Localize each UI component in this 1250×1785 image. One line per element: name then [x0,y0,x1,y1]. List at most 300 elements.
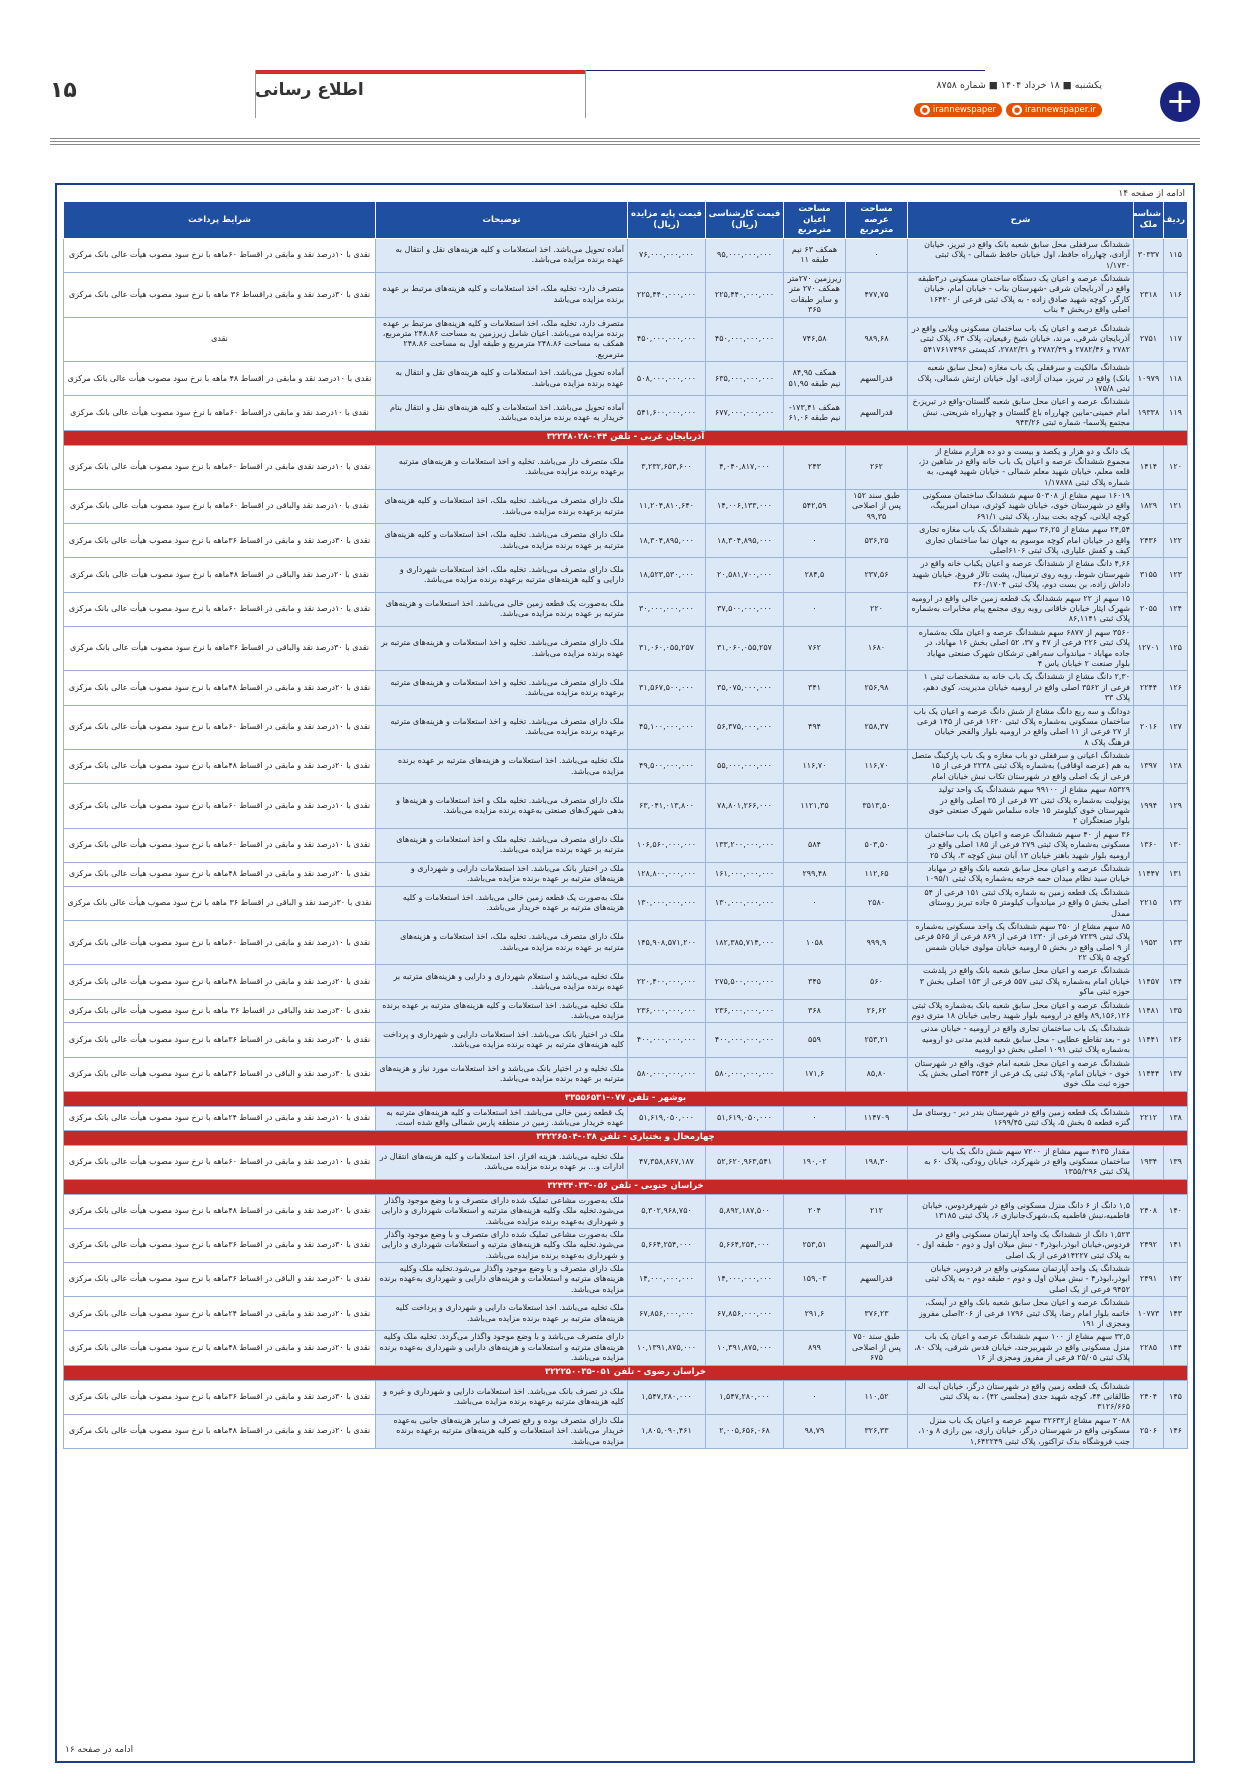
base-price: ۴۰۰,۰۰۰,۰۰۰,۰۰۰ [628,1023,706,1057]
divider [585,70,586,118]
col-header: شناسه ملک [1134,202,1164,239]
building-area: ۳۴۱ [784,671,846,705]
description: ششدانگ عرصه و اعیان محل سابق شعبه بانک واقع در مهاباد خیابان سید نظام میدان حمه خرجه به‌شماره پلاک ثبتی ۱۰۹۵/۱ [908,862,1134,886]
notes: ملک متصرف دار می‌باشد. تخلیه و اخذ استعلامات و هزینه‌های مترتبه برعهده برنده مزایده می‌باشد. [376,445,628,490]
base-price: ۱۱,۲۰۴,۸۱۰,۶۴۰ [628,490,706,524]
building-area: ۵۴۲,۵۹ [784,490,846,524]
payment-terms: نقدی با ۳۰درصد نقد و الباقی در اقساط ۳۶ماهه با نرخ سود مصوب هیأت عالی بانک مرکزی [64,1057,376,1091]
col-header: ردیف [1164,202,1188,239]
notes: ملک تخلیه می‌باشد. اخذ استعلامات و کلیه هزینه‌های مترتبه بر عهده برنده مزایده می‌باشد. [376,999,628,1023]
table-row [64,1194,1188,1228]
property-id: ۲۲۴۴ [1134,671,1164,705]
row-number: ۱۴۴ [1164,1331,1188,1365]
row-number: ۱۳۹ [1164,1145,1188,1179]
property-id: ۱۹۹۴ [1134,784,1164,829]
appraised-price: ۲,۰۰۵,۶۵۶,۰۶۸ [706,1414,784,1448]
col-header: شرح [908,202,1134,239]
notes: ملک تخلیه و در اختیار بانک می‌باشد و اخذ استعلامات مورد نیاز و هزینه‌های مترتبه بر عهده برنده مزایده می‌باشد. [376,1057,628,1091]
base-price: ۱,۵۴۷,۲۸۰,۰۰۰ [628,1380,706,1414]
appraised-price: ۵۵,۰۰۰,۰۰۰,۰۰۰ [706,750,784,784]
row-number: ۱۲۴ [1164,592,1188,626]
table-row [64,626,1188,671]
payment-terms: نقدی با ۱۰درصد نقد و مابقی در اقساط ۲۴ماهه با نرخ سود مصوب هیأت عالی بانک مرکزی [64,1106,376,1130]
base-price: ۳۱,۰۶۰,۰۵۵,۲۵۷ [628,626,706,671]
property-id: ۱۱۴۴۴ [1134,1057,1164,1091]
appraised-price: ۱۸,۳۰۴,۸۹۵,۰۰۰ [706,524,784,558]
building-area: ۳۶۸ [784,999,846,1023]
notes: یک قطعه زمین خالی می‌باشد. اخذ استعلامات و کلیه هزینه‌های مترتبه به عهده خریدار می‌باشد. زمین در منطقه پارس شمالی واقع شده است. [376,1106,628,1130]
table-row [64,862,1188,886]
description: ۱۵ سهم از ۲۲ سهم ششدانگ یک قطعه زمین خالی واقع در ارومیه شهرک ایثار خیابان خاقانی روبه روی مجتمع پیام مخابرات به‌شماره پلاک ثبتی ۸۶,۱۱۴۱ [908,592,1134,626]
table-row [64,705,1188,750]
table-row [64,238,1188,272]
land-area: ۳۷۶,۲۳ [846,1297,908,1331]
base-price: ۴۹,۵۰۰,۰۰۰,۰۰۰ [628,750,706,784]
site-link[interactable]: ● irannewspaper.ir [1006,103,1102,117]
land-area: ۲۶۲ [846,445,908,490]
appraised-price: ۱۳۰,۰۰۰,۰۰۰,۰۰۰ [706,886,784,920]
notes: ملک دارای متصرف می‌باشد. تخلیه ملک و اخذ استعلامات و هزینه‌ها و بدهی شهرک‌های صنعتی به‌عهده برنده مزایده می‌باشد. [376,784,628,829]
row-number: ۱۲۰ [1164,445,1188,490]
payment-terms: نقدی با ۳۰درصد نقد والباقی در اقساط ۳۶ ماهه با نرخ سود مصوب هیأت عالی بانک مرکزی [64,999,376,1023]
land-area: ۲۱۲ [846,1194,908,1228]
notes: ملک تخلیه می‌باشد و استعلام شهرداری و دارایی و هزینه‌های مترتبه بر عهده برنده مزایده می‌باشد. [376,965,628,999]
land-area: ۰ [846,238,908,272]
payment-terms: نقدی با ۳۰درصد نقد و مابقی در اقساط ۳۶ماهه با نرخ سود مصوب هیأت عالی بانک مرکزی [64,524,376,558]
building-area: ۰ [784,592,846,626]
description: ششدانگ یک باب ساختمان تجاری واقع در ارومیه - خیابان مدنی دو - بعد تقاطع عطایی - محل سابق شعبه قدیم مدنی دو ارومیه به‌شماره پلاک ثبتی ۱۰۹۱ اصلی بخش دو ارومیه [908,1023,1134,1057]
payment-terms: نقدی با ۳۰درصد نقد و الباقی در اقساط ۳۶ماهه با نرخ سود مصوب هیأت عالی بانک مرکزی [64,1263,376,1297]
section-title: اطلاع رسانی [255,80,364,100]
region-title: آذربایجان غربی - تلفن ۰۴۴-۳۲۲۳۸۰۲۸ [64,430,1188,445]
base-price: ۵,۳۰۲,۹۶۸,۷۵۰ [628,1194,706,1228]
page-header [0,0,1250,150]
building-area: ۲۵۳,۵۱ [784,1228,846,1262]
base-price: ۱۸,۵۲۳,۵۳۰,۰۰۰ [628,558,706,592]
base-price: ۱۴۵,۹۰۸,۵۷۱,۲۰۰ [628,920,706,965]
notes: ملک دارای متصرف می‌باشد. تخلیه ملک، اخذ استعلامات شهرداری و دارایی و کلیه هزینه‌های مترتبه برعهده برنده مزایده می‌باشد. [376,558,628,592]
table-row [64,524,1188,558]
land-area: ۲۵۸۰ [846,886,908,920]
description: دودانگ و سه ربع دانگ مشاع از شش دانگ عرصه و اعیان یک باب ساختمان مسکونی به‌شماره پلاک ثبتی ۱۶۲۰ فرعی از ۱۴۵ فرعی از ۲۷ فرعی از ۱۱ اصلی واقع در ارومیه بلوار والفجر خیابان فرهنگ پلاک ۸ [908,705,1134,750]
base-price: ۷۶,۰۰۰,۰۰۰,۰۰۰ [628,238,706,272]
land-area: قدرالسهم [846,362,908,396]
description: ششدانگ عرصه و اعیان محل شعبه امام خوی، واقع در شهرستان خوی - خیابان امام- پلاک ثبتی یک فرعی از ۳۵۴۴ اصلی بخش یک حوزه ثبت ملک خوی [908,1057,1134,1091]
col-header: قیمت کارشناسی (ریال) [706,202,784,239]
description: ششدانگ عرصه و اعیان یک دستگاه ساختمان مسکونی در۳طبقه واقع در آذربایجان شرقی -شهرستان بناب - خیابان امام، خیابان کارگر، کوچه شهید صادق زاده - به پلاک ثبتی فرعی از ۱۶۴۲۰ اصلی واقع دربخش ۴ بناب [908,273,1134,318]
web-icon: ● [1013,106,1021,114]
row-number: ۱۱۹ [1164,396,1188,430]
notes: ملک به‌صورت یک قطعه زمین خالی می‌باشد. اخذ استعلامات و کلیه هزینه‌های مترتبه بر عهده خریدار می‌باشد. [376,886,628,920]
land-area: ۲۶,۶۲ [846,999,908,1023]
row-number: ۱۴۰ [1164,1194,1188,1228]
payment-terms: نقدی [64,317,376,362]
property-id: ۲۴۰۸ [1134,1194,1164,1228]
base-price: ۲۲۵,۴۴۰,۰۰۰,۰۰۰ [628,273,706,318]
building-area: ۱۱۲۱,۳۵ [784,784,846,829]
row-number: ۱۲۹ [1164,784,1188,829]
row-number: ۱۲۳ [1164,558,1188,592]
appraised-price: ۱۰,۳۹۱,۸۷۵,۰۰۰ [706,1331,784,1365]
col-header: مساحت اعیان مترمربع [784,202,846,239]
row-number: ۱۳۷ [1164,1057,1188,1091]
row-number: ۱۲۶ [1164,671,1188,705]
property-id: ۱۴۱۴ [1134,445,1164,490]
description: ۲۴,۵۴ سهم مشاع از ۳۶,۲۵ سهم ششدانگ یک باب مغازه تجاری واقع در خیابان امام کوچه موسوم به جهان نما ساختمان تجاری کیف و کفش علیاری، پلاک ثبتی ۶۱۰۶اصلی [908,524,1134,558]
row-number: ۱۳۲ [1164,886,1188,920]
description: ششدانگ عرصه و اعیان محل سابق شعبه بانک به‌شماره پلاک ثبتی ۸۹,۱۵۶,۱۲۶ واقع در ارومیه بلوار شهید رجایی خیابان ۱۸ متری دوم [908,999,1134,1023]
payment-terms: نقدی با ۳۰درصد نقد و مابقی در اقساط ۳۶ماهه با نرخ سود مصوب هیأت عالی بانک مرکزی [64,1380,376,1414]
appraised-price: ۴۵۰,۰۰۰,۰۰۰,۰۰۰ [706,317,784,362]
description: یک دانگ و دو هزار و یکصد و بیست و دو ده هزارم مشاع از مجموع ششدانگ عرصه و اعیان یک باب خانه واقع در شاهین دژ، قلعه معلم، خیابان شهید معلم شمالی - خیابان شهید فهمی، به شماره پلاک ثبتی ۱/۱۷۸۷۸ [908,445,1134,490]
appraised-price: ۳۷,۵۰۰,۰۰۰,۰۰۰ [706,592,784,626]
table-row [64,828,1188,862]
row-number: ۱۴۶ [1164,1414,1188,1448]
appraised-price: ۱۸۲,۳۸۵,۷۱۴,۰۰۰ [706,920,784,965]
appraised-price: ۷۸,۸۰۱,۲۶۶,۰۰۰ [706,784,784,829]
appraised-price: ۲۷۵,۵۰۰,۰۰۰,۰۰۰ [706,965,784,999]
description: ۳۶ سهم از ۴۰ سهم ششدانگ عرصه و اعیان یک باب ساختمان مسکونی به‌شماره پلاک ثبتی ۲۷۹ فرعی از ۱۸۵ اصلی واقع در ارومیه بلوار شهید باهنر خیابان ۱۳ آبان نبش کوچه ۳، پلاک ۲۵ [908,828,1134,862]
building-area: ۲۹۹,۴۸ [784,862,846,886]
payment-terms: نقدی با ۱۰درصد نقد و مابقی در اقساط ۶۰ماهه با نرخ سود مصوب هیأت عالی بانک مرکزی [64,1145,376,1179]
notes: ملک در اختیار بانک می‌باشد. اخذ استعلامات دارایی و شهرداری و پرداخت کلیه هزینه‌های مترتبه بر عهده برنده مزایده می‌باشد. [376,1023,628,1057]
payment-terms: نقدی با ۱۰درصد نقد و مابقی در اقساط ۴۸ ماهه با نرخ سود مصوب هیأت عالی بانک مرکزی [64,362,376,396]
property-id: ۲۲۱۲ [1134,1106,1164,1130]
region-header [64,1091,1188,1106]
base-price: ۱,۸۰۵,۰۹۰,۴۶۱ [628,1414,706,1448]
appraised-price: ۴,۰۴۰,۸۱۷,۰۰۰ [706,445,784,490]
page-number: ۱۵ [50,78,77,103]
table-row [64,671,1188,705]
description: ۱,۵ دانگ از ۶ دانگ منزل مسکونی واقع در شهرفردوس، خیابان فاطمیه،نبش فاطمیه یک،شهرک‌جانبازی ۶، پلاک ثبتی ۱۳۱۸۵ [908,1194,1134,1228]
base-price: ۱۰,۱۳۹۱,۸۷۵,۰۰۰ [628,1331,706,1365]
land-area: ۳۵۱۳,۵۰ [846,784,908,829]
property-id: ۲۲۱۵ [1134,886,1164,920]
appraised-price: ۵۶,۳۷۵,۰۰۰,۰۰۰ [706,705,784,750]
base-price: ۵۰۸,۰۰۰,۰۰۰,۰۰۰ [628,362,706,396]
web-icon: ● [921,106,928,114]
base-price: ۳,۲۳۲,۶۵۳,۶۰۰ [628,445,706,490]
payment-terms: نقدی با ۱۰درصد نقد و مابقی در اقساط ۶۰ماهه با نرخ سود مصوب هیأت عالی بانک مرکزی [64,784,376,829]
payment-terms: نقدی با ۱۰درصد نقد و مابقی در اقساط ۶۰ماهه با نرخ سود مصوب هیأت عالی بانک مرکزی [64,828,376,862]
building-area: ۱۷۱,۶ [784,1057,846,1091]
building-area: ۲۹۱,۶ [784,1297,846,1331]
table-row [64,1145,1188,1179]
property-id: ۱۰۷۷۳ [1134,1297,1164,1331]
notes: آماده تحویل می‌باشد. اخذ استعلامات و کلیه هزینه‌های نقل و انتقال بنام خریدار به عهده برنده مزایده می‌باشد. [376,396,628,430]
appraised-price: ۲۲۵,۴۴۰,۰۰۰,۰۰۰ [706,273,784,318]
base-price: ۵۴۱,۶۰۰,۰۰۰,۰۰۰ [628,396,706,430]
payment-terms: نقدی با ۱۰درصد نقد و مابقی در اقساط ۶۰ماهه با نرخ سود مصوب هیأت عالی بانک مرکزی [64,705,376,750]
description: ۲,۳۰ دانگ مشاع از ششدانگ یک باب خانه به مشخصات ثبتی ۱ فرعی از ۳۵۶۲ اصلی واقع در ارومیه خیابان مدیریت، کوی دهم، پلاک ۳۳ [908,671,1134,705]
region-header [64,1179,1188,1194]
building-area: ۰ [784,1106,846,1130]
row-number: ۱۱۷ [1164,317,1188,362]
row-number: ۱۱۶ [1164,273,1188,318]
table-row [64,558,1188,592]
building-area: ۰ [784,1380,846,1414]
base-price: ۱۸,۳۰۴,۸۹۵,۰۰۰ [628,524,706,558]
appraised-price: ۵۱,۶۱۹,۰۵۰,۰۰۰ [706,1106,784,1130]
land-area: ۱۶۸۰ [846,626,908,671]
region-title: بوشهر - تلفن ۰۷۷-۳۳۵۵۶۵۳۱ [64,1091,1188,1106]
base-price: ۵,۶۶۴,۲۵۴,۰۰۰ [628,1228,706,1262]
building-area: ۳۴۵ [784,965,846,999]
building-area: ۰ [784,524,846,558]
description: ۱,۵۲۳ دانگ از ششدانگ یک واحد آپارتمان مسکونی واقع در فردوس،خیابان ابوذر،ابوذر۴ - نبش میلان اول و دوم - طبقه اول - به پلاک ثبتی ۱۴۲۲۷فرعی از یک اصلی [908,1228,1134,1262]
property-id: ۱۰۹۷۹ [1134,362,1164,396]
notes: متصرف دارد، تخلیه ملک، اخذ استعلامات و کلیه هزینه‌های مرتبط بر عهده برنده مزایده می‌باشد. اعیان شامل زیرزمین به مساحت ۲۴۸.۸۶ مترمربع، همکف به مساحت ۲۴۸.۸۶ مترمربع و طبقه اول به مساحت ۲۴۸.۸۶ مترمربع. [376,317,628,362]
table-row [64,920,1188,965]
table-row [64,784,1188,829]
col-header: شرایط پرداخت [64,202,376,239]
building-area: ۰ [784,886,846,920]
land-area: ۵۶۰ [846,965,908,999]
land-area: قدرالسهم [846,1263,908,1297]
property-id: ۲۳۱۸ [1134,273,1164,318]
appraised-price: ۳۱,۰۶۰,۰۵۵,۲۵۷ [706,626,784,671]
table-row [64,1023,1188,1057]
appraised-price: ۶۳۵,۰۰۰,۰۰۰,۰۰۰ [706,362,784,396]
payment-terms: نقدی با ۱۰درصد نقد و مابقی در اقساط ۶۰ماهه با نرخ سود مصوب هیأت عالی بانک مرکزی [64,920,376,965]
land-area: ۲۵۳,۲۱ [846,1023,908,1057]
table-row [64,362,1188,396]
payment-terms: نقدی با ۱۰درصد نقد والباقی در اقساط ۶۰ماهه با نرخ سود مصوب هیأت عالی بانک مرکزی [64,490,376,524]
building-area: ۷۶۲ [784,626,846,671]
land-area: ۲۵۶,۹۸ [846,671,908,705]
property-id: ۲۴۹۲ [1134,1228,1164,1262]
appraised-price: ۱,۵۴۷,۲۸۰,۰۰۰ [706,1380,784,1414]
col-header: قیمت پایه مزایده (ریال) [628,202,706,239]
land-area: ۵۰۳,۵۰ [846,828,908,862]
building-area: ۹۸,۷۹ [784,1414,846,1448]
notes: ملک دارای متصرف می‌باشد. تخلیه و اخذ استعلامات و هزینه‌های مترتبه برعهده برنده مزایده می‌باشد. [376,705,628,750]
appraised-price: ۶۷,۸۵۶,۰۰۰,۰۰۰ [706,1297,784,1331]
property-id: ۲۵۰۶ [1134,1414,1164,1448]
table-row [64,1380,1188,1414]
table-row [64,1331,1188,1365]
property-id: ۱۹۳۳۸ [1134,396,1164,430]
land-area: ۴۷۷,۷۵ [846,273,908,318]
building-area: همکف ۸۴,۹۵ نیم طبقه ۵۱,۹۵ [784,362,846,396]
table-row [64,750,1188,784]
appraised-price: ۱۴,۰۰۶,۱۳۳,۰۰۰ [706,490,784,524]
building-area: ۱۹۰,۰۲ [784,1145,846,1179]
land-area: ۱۱۶,۷۰ [846,750,908,784]
property-id: ۱۹۳۴ [1134,1145,1164,1179]
payment-terms: نقدی با ۳۰درصد نقد و مابقی در اقساط ۳۶ماهه با نرخ سود مصوب هیأت عالی بانک مرکزی [64,1023,376,1057]
row-number: ۱۴۳ [1164,1297,1188,1331]
base-price: ۶۷,۸۵۶,۰۰۰,۰۰۰ [628,1297,706,1331]
region-title: خراسان رضوی - تلفن ۰۵۱-۳۲۲۲۵۰۰۳۵ [64,1365,1188,1380]
row-number: ۱۳۶ [1164,1023,1188,1057]
table-row [64,1106,1188,1130]
notes: ملک تخلیه می‌باشد. هزینه افراز، اخذ استعلامات و کلیه هزینه‌های انتقال در ادارات و... بر عهده برنده مزایده می‌باشد. [376,1145,628,1179]
description: ۴,۶۶ دانگ مشاع از ششدانگ عرصه و اعیان یکباب خانه واقع در شهرستان شوط، روبه روی ترمینال، پشت تالار فروغ، خیابان شهید داداش زاده، بن بست دوم، پلاک ثبتی ۳۶۰/۱۷۰۴ [908,558,1134,592]
section-accent [255,70,585,74]
appraised-price: ۱۳۳,۲۰۰,۰۰۰,۰۰۰ [706,828,784,862]
property-id: ۲۰۱۶ [1134,705,1164,750]
land-area: ۳۲۶,۳۳ [846,1414,908,1448]
property-id: ۳۰۳۳۷ [1134,238,1164,272]
base-price: ۳۰,۰۰۰,۰۰۰,۰۰۰ [628,592,706,626]
property-id: ۲۷۵۱ [1134,317,1164,362]
region-title: خراسان جنوبی - تلفن ۰۵۶-۳۲۴۳۴۰۳۳ [64,1179,1188,1194]
land-area: ۲۲۰ [846,592,908,626]
notes: آماده تحویل می‌باشد. اخذ استعلامات و کلیه هزینه‌های نقل و انتقال به عهده برنده مزایده می‌باشد. [376,362,628,396]
description: ۳۲,۵ سهم مشاع از ۱۰۰ سهم ششدانگ عرصه و اعیان یک باب منزل مسکونی واقع در شهربیرجند، خیابان قدس شرقی، پلاک ۸۰، پلاک ثبتی ۲۵/۰۵ فرعی از مفروز ومجزی از ۱۶ [908,1331,1134,1365]
property-id: ۱۳۶۰ [1134,828,1164,862]
notes: آماده تحویل می‌باشد. اخذ استعلامات و کلیه هزینه‌های نقل و انتقال به عهده برنده مزایده می‌باشد. [376,238,628,272]
base-price: ۴۵,۱۰۰,۰۰۰,۰۰۰ [628,705,706,750]
building-area: ۵۸۴ [784,828,846,862]
plus-logo-icon: + [1160,82,1200,122]
base-price: ۱۴,۰۰۰,۰۰۰,۰۰۰ [628,1263,706,1297]
building-area: ۲۴۳ [784,445,846,490]
payment-terms: نقدی با ۳۰درصد نقد و الباقی در اقساط ۳۶ ماهه با نرخ سود مصوب هیأت عالی بانک مرکزی [64,886,376,920]
appraised-price: ۱۶۱,۰۰۰,۰۰۰,۰۰۰ [706,862,784,886]
description: مقدار ۴۱۳۵ سهم مشاع از ۷۲۰۰ سهم شش دانگ یک باب ساختمان مسکونی واقع در شهرکرد، خیابان رودکی، پلاک ۶۰ به پلاک ثبتی ۱۳۵۵/۲۹۶ [908,1145,1134,1179]
region-header [64,430,1188,445]
land-area: ۸۵,۸۰ [846,1057,908,1091]
listing-frame [55,183,1195,1763]
row-number: ۱۳۰ [1164,828,1188,862]
payment-terms: نقدی با ۲۰درصد نقد و مابقی در اقساط ۴۸ماهه با نرخ سود مصوب هیأت عالی بانک مرکزی [64,862,376,886]
land-area: ۲۳۷,۵۶ [846,558,908,592]
property-id: ۱۲۷۰۱ [1134,626,1164,671]
land-area: ۱۱۲,۶۵ [846,862,908,886]
region-header [64,1365,1188,1380]
base-price: ۲۲۰,۴۰۰,۰۰۰,۰۰۰ [628,965,706,999]
notes: ملک تخلیه می‌باشد. اخذ استعلامات و هزینه‌های مترتبه بر عهده برنده مزایده می‌باشد. [376,750,628,784]
notes: ملک دارای متصرف می‌باشد. تخلیه ملک، اخذ استعلامات و هزینه‌های مترتبه بر عهده برنده مزایده می‌باشد. [376,920,628,965]
land-area: ۱۹۸,۳۰ [846,1145,908,1179]
description: ۱۶۰۱۹ سهم مشاع از ۵۰۳۰۸ سهم ششدانگ ساختمان مسکونی واقع در شهرستان خوی، خیابان شهید کوثری، میدان امیربیگ، کوچه ایلانی، کوچه بخت بیدار، پلاک ثبتی ۶۹۱/۱ [908,490,1134,524]
description: ششدانگ سرقفلی محل سابق شعبه بانک واقع در تبریز، خیابان آزادی، چهارراه حافظ، اول خیابان حافظ شمالی - پلاک ثبتی ۱/۱۷۳۰ [908,238,1134,272]
continued-to: ادامه در صفحه ۱۶ [65,1745,134,1755]
table-row [64,1414,1188,1448]
property-id: ۳۱۵۵ [1134,558,1164,592]
description: ۲۰۸۸ سهم مشاع از۳۲۶۳۲ سهم عرصه و اعیان یک باب منزل مسکونی واقع در شهرستان درگز، خیابان رازی، بین رازی ۸ و۱۰، جنب فروشگاه بدک تراکتور، پلاک ثبتی ۱,۶۴۲۲۴۹ [908,1414,1134,1448]
property-id: ۲۲۸۵ [1134,1331,1164,1365]
property-id: ۱۹۵۳ [1134,920,1164,965]
col-header: مساحت عرصه مترمربع [846,202,908,239]
notes: ملک دارای متصرف بوده و رفع تصرف و سایر هزینه‌های جانبی به‌عهده خریدار می‌باشد. اخذ استعلامات و کلیه هزینه‌های مترتبه برعهده برنده مزایده می‌باشد. [376,1414,628,1448]
base-price: ۲۳۶,۰۰۰,۰۰۰,۰۰۰ [628,999,706,1023]
base-price: ۱۲۸,۸۰۰,۰۰۰,۰۰۰ [628,862,706,886]
payment-terms: نقدی با ۲۰درصد نقد و مابقی در اقساط ۴۸ماهه با نرخ سود مصوب هیأت عالی بانک مرکزی [64,1194,376,1228]
payment-terms: نقدی با ۲۰درصد نقد و مابقی در اقساط ۲۴ماهه با نرخ سود مصوب هیأت عالی بانک مرکزی [64,1297,376,1331]
notes: ملک به‌صورت مشاعی تملیک شده دارای متصرف و با وضع موجود واگذار می‌شود.تخلیه ملک وکلیه هزینه‌های مترتبه و استعلامات شهرداری و دارایی و شهرداری به‌عهده برنده مزایده می‌باشد. [376,1228,628,1262]
property-id: ۱۳۹۷ [1134,750,1164,784]
notes: ملک دارای متصرف می‌باشد. تخلیه و اخذ استعلامات و هزینه‌های مترتبه بر عهده برنده مزایده می‌باشد. [376,626,628,671]
notes: دارای متصرف می‌باشد و با وضع موجود واگذار می‌گردد. تخلیه ملک وکلیه هزینه‌های مترتبه و استعلامات و هزینه‌های دارایی و شهرداری به‌عهده برنده مزایده می‌باشد. [376,1331,628,1365]
header-rule [585,70,985,71]
property-id: ۱۱۴۸۱ [1134,999,1164,1023]
appraised-price: ۴۰۰,۰۰۰,۰۰۰,۰۰۰ [706,1023,784,1057]
table-row [64,445,1188,490]
row-number: ۱۳۸ [1164,1106,1188,1130]
table-row [64,1228,1188,1262]
land-area: ۹۸۹,۶۸ [846,317,908,362]
payment-terms: نقدی با ۱۰درصد نقد و مابقی در اقساط ۶۰ماهه با نرخ سود مصوب هیأت عالی بانک مرکزی [64,238,376,272]
appraised-price: ۶۷۷,۰۰۰,۰۰۰,۰۰۰ [706,396,784,430]
appraised-price: ۳۵,۰۷۵,۰۰۰,۰۰۰ [706,671,784,705]
appraised-price: ۹۵,۰۰۰,۰۰۰,۰۰۰ [706,238,784,272]
row-number: ۱۲۵ [1164,626,1188,671]
base-price: ۱۰۶,۵۶۰,۰۰۰,۰۰۰ [628,828,706,862]
description: ششدانگ یک قطعه زمین واقع در شهرستان بندر دیر - روستای مل گنزه قطعه ۵ بخش ۵، پلاک ثبتی ۱۶۹۹/۴۵ [908,1106,1134,1130]
table-body [64,238,1188,1448]
property-id: ۱۱۴۵۷ [1134,965,1164,999]
building-area: همکف ۶۳ نیم طبقه ۱۱ [784,238,846,272]
building-area: ۲۸۴,۵ [784,558,846,592]
property-id: ۱۱۴۴۷ [1134,862,1164,886]
site-link[interactable]: ● irannewspaper [914,103,1002,117]
appraised-price: ۵۸۰,۰۰۰,۰۰۰,۰۰۰ [706,1057,784,1091]
property-id: ۱۱۴۴۱ [1134,1023,1164,1057]
row-number: ۱۱۸ [1164,362,1188,396]
appraised-price: ۵,۸۹۲,۱۸۷,۵۰۰ [706,1194,784,1228]
payment-terms: نقدی با ۳۰درصد نقد و مابقی دراقساط ۳۶ ماهه با نرخ سود مصوب هیأت عالی بانک مرکزی [64,273,376,318]
payment-terms: نقدی با ۱۰درصد نقدی مابقی در اقساط ۶۰ماهه با نرخ سود مصوب هیأت عالی بانک مرکزی [64,445,376,490]
base-price: ۴۷,۳۵۸,۸۶۷,۱۸۷ [628,1145,706,1179]
row-number: ۱۴۲ [1164,1263,1188,1297]
table-row [64,1297,1188,1331]
row-number: ۱۳۱ [1164,862,1188,886]
description: ششدانگ عرصه و اعیان محل سابق شعبه گلستان-واقع در تبریز،خ امام خمینی-مابین چهارراه باغ گلستان و چهارراه شریعتی. نبش مجتمع پلاسما- شماره ثبتی ۹۴۳/۲۶ [908,396,1134,430]
payment-terms: نقدی با ۲۰درصد نقد و مابقی در اقساط ۴۸ماهه با نرخ سود مصوب هیأت عالی بانک مرکزی [64,671,376,705]
description: ششدانگ یک قطعه زمین به شماره پلاک ثبتی ۱۵۱ فرعی از ۵۴ اصلی بخش ۵ واقع در میاندوآب کیلومتر ۵ جاده تبریز روستای ممدل [908,886,1134,920]
appraised-price: ۵۲,۶۲۰,۹۶۳,۵۴۱ [706,1145,784,1179]
property-id: ۱۸۲۹ [1134,490,1164,524]
notes: ملک در تصرف بانک می‌باشد. اخذ استعلامات دارایی و شهرداری و غیره و کلیه هزینه‌های مترتبه برعهده برنده مزایده می‌باشد. [376,1380,628,1414]
social-links [914,103,1102,117]
notes: ملک دارای متصرف می‌باشد. تخلیه ملک، اخذ استعلامات و کلیه هزینه‌های مترتبه بر عهده برنده مزایده می‌باشد. [376,524,628,558]
base-price: ۴۵۰,۰۰۰,۰۰۰,۰۰۰ [628,317,706,362]
auction-table [63,201,1188,1449]
payment-terms: نقدی با ۲۰درصد نقد والباقی در اقساط ۴۸ماهه با نرخ سود مصوب هیأت عالی بانک مرکزی [64,558,376,592]
land-area: طبق سند ۷۵۰ پس از اصلاحی ۶۷۵ [846,1331,908,1365]
base-price: ۶۳,۰۴۱,۰۱۳,۸۰۰ [628,784,706,829]
appraised-price: ۱۴,۰۰۰,۰۰۰,۰۰۰ [706,1263,784,1297]
land-area: ۱۱۰,۵۲ [846,1380,908,1414]
payment-terms: نقدی با ۱۰درصد نقد و مابقی دراقساط ۶۰ماهه با نرخ سود مصوب هیأت عالی بانک مرکزی [64,396,376,430]
notes: ملک به‌صورت مشاعی تملیک شده دارای متصرف و با وضع موجود واگذار می‌شود.تخلیه ملک وکلیه هزینه‌های مترتبه و استعلامات شهرداری و دارایی و شهرداری به‌عهده برنده مزایده می‌باشد. [376,1194,628,1228]
base-price: ۱۳۰,۰۰۰,۰۰۰,۰۰۰ [628,886,706,920]
row-number: ۱۱۵ [1164,238,1188,272]
notes: ملک به‌صورت یک قطعه زمین خالی می‌باشد. اخذ استعلامات و هزینه‌های مترتبه بر عهده برنده مزایده می‌باشد. [376,592,628,626]
building-area: ۷۴۶,۵۸ [784,317,846,362]
row-number: ۱۲۷ [1164,705,1188,750]
col-header: توضیحات [376,202,628,239]
payment-terms: نقدی با ۲۰درصد نقد و مابقی در اقساط ۴۸ماهه با نرخ سود مصوب هیأت عالی بانک مرکزی [64,1414,376,1448]
payment-terms: نقدی با ۲۰درصد نقد و مابقی در اقساط ۴۸ماهه با نرخ سود مصوب هیأت عالی بانک مرکزی [64,965,376,999]
notes: ملک دارای متصرف می‌باشد. تخلیه و اخذ استعلامات و هزینه‌های مترتبه برعهده برنده مزایده می‌باشد. [376,671,628,705]
building-area: ۱۰۵۸ [784,920,846,965]
payment-terms: نقدی با ۳۰درصد نقد و مابقی در اقساط ۳۶ماهه با نرخ سود مصوب هیأت عالی بانک مرکزی [64,1228,376,1262]
row-number: ۱۳۵ [1164,999,1188,1023]
description: ششدانگ مالکیت و سرقفلی یک باب مغازه (محل سابق شعبه بانک) واقع در تبریز، میدان آزادی، اول خیابان ارتش شمالی، پلاک ثبتی ۱۷۵/۸ [908,362,1134,396]
building-area: زیرزمین ۲۷۰متر همکف ۲۷۰ متر و سایر طبقات ۳۶۵ [784,273,846,318]
land-area: ۵۳۶,۲۵ [846,524,908,558]
table-row [64,396,1188,430]
property-id: ۲۴۳۶ [1134,524,1164,558]
building-area: ۲۰۴ [784,1194,846,1228]
appraised-price: ۲۳۶,۰۰۰,۰۰۰,۰۰۰ [706,999,784,1023]
property-id: ۲۰۵۵ [1134,592,1164,626]
table-header [64,202,1188,239]
